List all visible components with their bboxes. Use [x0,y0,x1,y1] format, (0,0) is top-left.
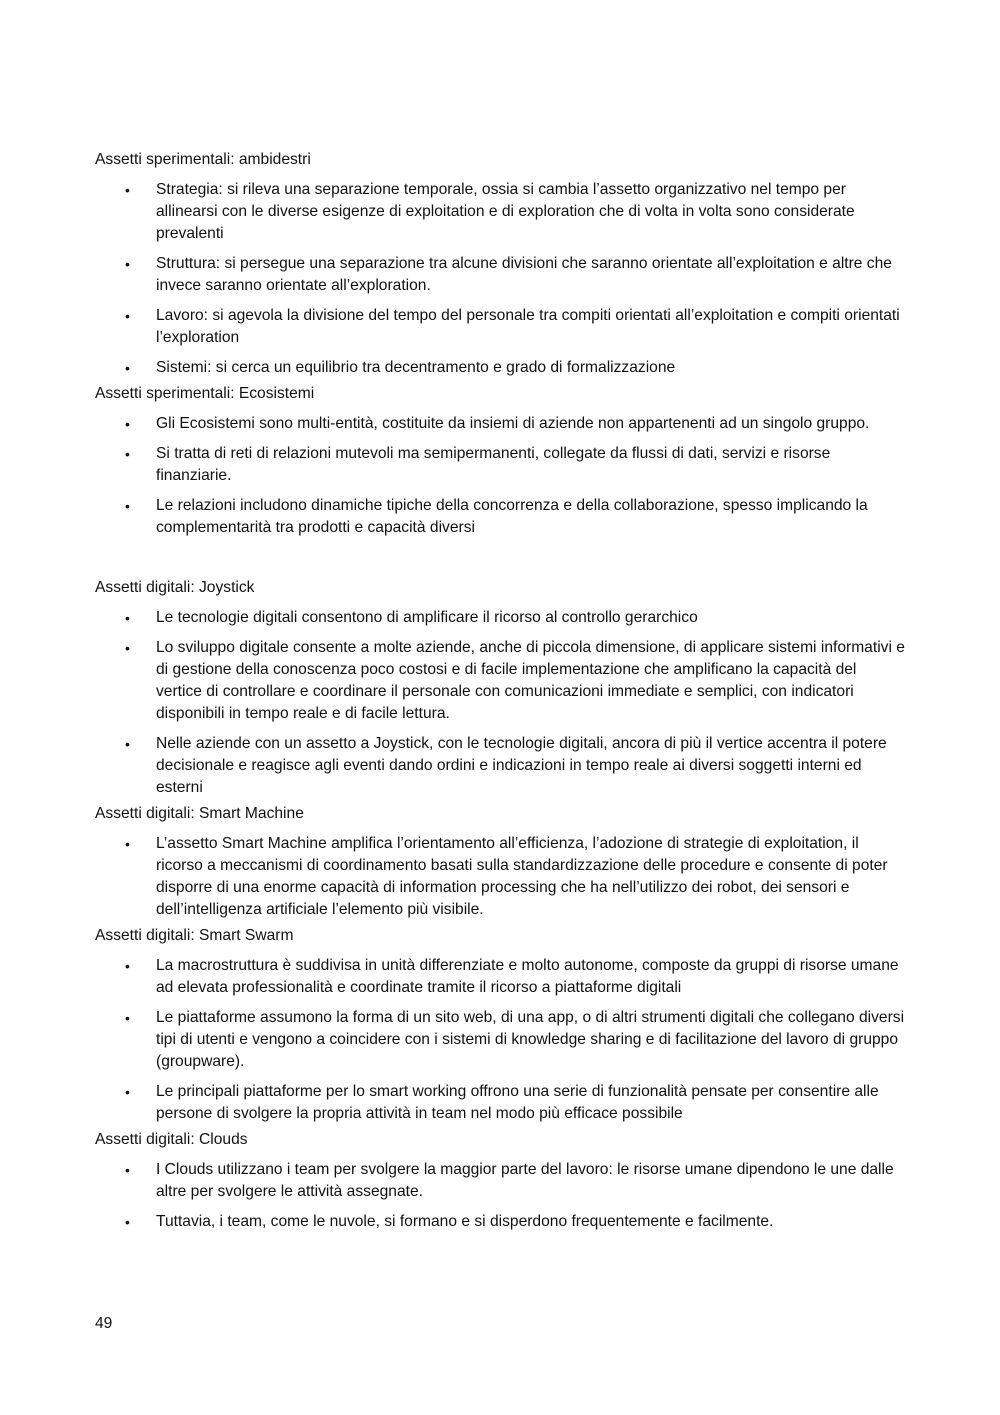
list-item-text: Le tecnologie digitali consentono di amplificare il ricorso al controllo gerarchico [156,609,698,626]
bullet-icon: • [125,308,130,324]
list-item [95,955,905,999]
list-item [95,443,905,487]
page-number: 49 [95,1315,113,1332]
list-item-text: La macrostruttura è suddivisa in unità differenziate e molto autonome, composte da gruppi di risorse umane ad elevata professionalità e coordinate tramite il ricorso a piattaforme digitali [156,957,899,996]
list-item-text: I Clouds utilizzano i team per svolgere la maggior parte del lavoro: le risorse umane dipendono le une dalle altre per svolgere le attività assegnate. [156,1161,894,1200]
list-item-text: Si tratta di reti di relazioni mutevoli ma semipermanenti, collegate da flussi di dati, servizi e risorse finanziarie. [156,445,831,484]
list-item-text: Strategia: si rileva una separazione temporale, ossia si cambia l’assetto organizzativo nel tempo per allinearsi con le diverse esigenze di exploitation e di exploration che di volta in volta sono considerate prevalenti [156,181,855,242]
bullet-list [95,955,905,1125]
bullet-list [95,1159,905,1233]
section-heading: Assetti sperimentali: ambidestri [95,151,311,168]
bullet-icon: • [125,446,130,462]
list-item-text: Nelle aziende con un assetto a Joystick, con le tecnologie digitali, ancora di più il vertice accentra il potere decisionale e reagisce agli eventi dando ordini e indicazioni in tempo reale ai diversi soggetti interni ed esterni [156,735,887,796]
bullet-icon: • [125,416,130,432]
list-item-text: Lo sviluppo digitale consente a molte aziende, anche di piccola dimensione, di applicare sistemi informativi e di gestione della conoscenza poco costosi e di facile implementazione che amplificano la capacità del vertice di controllare e coordinare il personale con comunicazioni immediate e semplici, con indicatori disponibili in tempo reale e di facile lettura. [156,639,905,722]
section-heading: Assetti digitali: Smart Swarm [95,927,294,944]
section-heading: Assetti sperimentali: Ecosistemi [95,385,315,402]
bullet-icon: • [125,958,130,974]
bullet-icon: • [125,360,130,376]
list-item [95,305,905,349]
bullet-icon: • [125,736,130,752]
page-content [95,145,905,1237]
section-heading: Assetti digitali: Clouds [95,1131,248,1148]
bullet-list [95,179,905,379]
list-item [95,1159,905,1203]
bullet-icon: • [125,1214,130,1230]
list-item [95,253,905,297]
list-item [95,1081,905,1125]
bullet-icon: • [125,182,130,198]
list-item-text: Le relazioni includono dinamiche tipiche della concorrenza e della collaborazione, spesso implicando la complementarità tra prodotti e capacità diversi [156,497,868,536]
list-item [95,833,905,921]
list-item [95,357,905,379]
list-item [95,733,905,799]
bullet-list [95,833,905,921]
list-item [95,637,905,725]
bullet-icon: • [125,836,130,852]
bullet-icon: • [125,1010,130,1026]
list-item [95,179,905,245]
section-heading: Assetti digitali: Joystick [95,579,255,596]
bullet-list [95,413,905,539]
bullet-icon: • [125,256,130,272]
list-item-text: Struttura: si persegue una separazione tra alcune divisioni che saranno orientate all’exploitation e altre che invece saranno orientate all’exploration. [156,255,892,294]
bullet-icon: • [125,1162,130,1178]
section-spacer [95,543,905,573]
bullet-icon: • [125,640,130,656]
list-item [95,1211,905,1233]
list-item [95,607,905,629]
list-item [95,1007,905,1073]
bullet-icon: • [125,610,130,626]
list-item-text: Lavoro: si agevola la divisione del tempo del personale tra compiti orientati all’exploitation e compiti orientati l’exploration [156,307,900,346]
list-item-text: Le principali piattaforme per lo smart working offrono una serie di funzionalità pensate per consentire alle persone di svolgere la propria attività in team nel modo più efficace possibile [156,1083,879,1122]
list-item-text: Le piattaforme assumono la forma di un sito web, di una app, o di altri strumenti digitali che collegano diversi tipi di utenti e vengono a coincidere con i sistemi di knowledge sharing e di facilitazione del lavoro di gruppo (groupware). [156,1009,905,1070]
bullet-icon: • [125,1084,130,1100]
list-item-text: Gli Ecosistemi sono multi-entità, costituite da insiemi di aziende non appartenenti ad un singolo gruppo. [156,415,870,432]
list-item [95,413,905,435]
bullet-icon: • [125,498,130,514]
list-item-text: L’assetto Smart Machine amplifica l’orientamento all’efficienza, l’adozione di strategie di exploitation, il ricorso a meccanismi di coordinamento basati sulla standardizzazione delle procedure e consente di poter disporre di una enorme capacità di information processing che ha nell’utilizzo dei robot, dei sensori e dell’intelligenza artificiale l’elemento più visibile. [156,835,888,918]
list-item-text: Tuttavia, i team, come le nuvole, si formano e si disperdono frequentemente e facilmente. [156,1213,774,1230]
section-heading: Assetti digitali: Smart Machine [95,805,304,822]
list-item-text: Sistemi: si cerca un equilibrio tra decentramento e grado di formalizzazione [156,359,676,376]
bullet-list [95,607,905,799]
list-item [95,495,905,539]
